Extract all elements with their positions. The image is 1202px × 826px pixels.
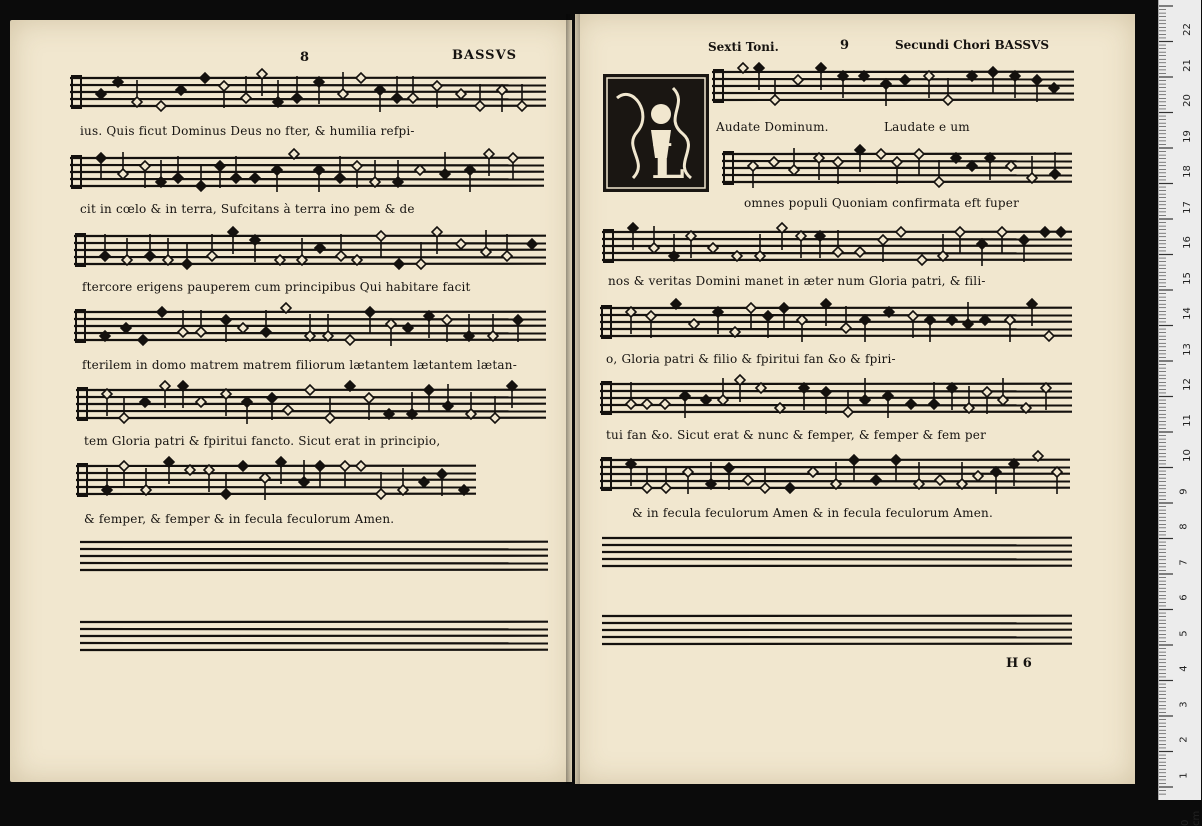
right-lyric-line-2: omnes populi Quoniam confirmata eft fuper [744,196,1019,210]
right-lyric-line-3: nos & veritas Domini manet in æter num Gloria patri, & fili- [608,274,986,288]
right-empty-staff-2 [602,606,1072,666]
ruler-label: 4 [1179,665,1190,671]
svg-text:L: L [651,134,685,190]
ruler-ticks [1159,0,1201,800]
left-staff-3 [74,226,546,286]
left-lyric-line-1: ius. Quis ficut Dominus Deus no fter, & humilia refpi- [80,124,415,138]
ruler-label: 19 [1182,130,1193,143]
ruler-label: 1 [1179,772,1190,778]
left-voice-label: BASSVS [452,48,517,63]
ruler-label: 20 [1182,94,1193,107]
left-staff-5 [76,380,546,440]
ruler-label: 15 [1182,272,1193,285]
incipit-text: Audate Dominum. [716,120,829,134]
left-lyric-line-5: tem Gloria patri & fpiritui fancto. Sicut erat in principio, [84,434,440,448]
right-lyric-line-4: o, Gloria patri & filio & fpiritui fan &o & fpiri- [606,352,896,366]
left-staff-2 [70,148,544,208]
ruler-label: 12 [1182,378,1193,391]
ruler-label: 5 [1179,630,1190,636]
left-staff-1 [70,68,546,128]
ruler-label: 16 [1182,236,1193,249]
ruler-label: 7 [1179,559,1190,565]
left-empty-staff-2 [80,612,548,672]
right-staff-3 [602,222,1072,282]
measurement-ruler [1158,0,1201,800]
ruler-label: 13 [1182,343,1193,356]
ruler-label: 21 [1182,59,1193,72]
right-empty-staff-1 [602,528,1072,588]
left-page-number: 8 [300,50,309,65]
right-staff-1 [712,62,1074,122]
right-staff-2 [722,144,1072,204]
right-choir-label: Secundi Chori BASSVS [895,38,1049,52]
left-staff-6 [76,456,476,516]
left-lyric-line-2: cit in cœlo & in terra, Sufcitans à terra ino pem & de [80,202,415,216]
ruler-label: 3 [1179,701,1190,707]
ruler-label: 2 [1179,736,1190,742]
left-lyric-line-3: ftercore erigens pauperem cum principibus Qui habitare facit [82,280,471,294]
right-staff-5 [600,374,1072,434]
right-tone-label: Sexti Toni. [708,40,779,54]
ruler-label: 11 [1182,414,1193,427]
ruler-label: 22 [1182,23,1193,36]
ruler-label: 14 [1182,307,1193,320]
right-lyric-line-6: & in fecula feculorum Amen & in fecula feculorum Amen. [632,506,993,520]
ruler-label: 10 [1182,449,1193,462]
book-gutter [566,14,580,784]
left-empty-staff-1 [80,532,548,592]
right-page-number: 9 [840,38,849,53]
ruler-label: 8 [1179,523,1190,529]
left-lyric-line-4: fterilem in domo matrem matrem filiorum lætantem lætantem lætan- [82,358,517,372]
right-staff-4 [600,298,1072,358]
left-lyric-line-6: & femper, & femper & in fecula feculorum Amen. [84,512,394,526]
ruler-label: 17 [1182,201,1193,214]
decorated-initial [603,74,709,192]
left-staff-4 [74,302,546,362]
ruler-label: 9 [1179,488,1190,494]
signature-mark: H 6 [1006,656,1032,671]
ruler-label: 18 [1182,165,1193,178]
right-lyric-line-5: tui fan &o. Sicut erat & nunc & femper, & femper & fem per [606,428,986,442]
right-lyric-line-1: Laudate e um [884,120,970,134]
ruler-label: 0 cm [1180,806,1202,826]
right-staff-6 [600,450,1070,510]
ruler-label: 6 [1179,594,1190,600]
